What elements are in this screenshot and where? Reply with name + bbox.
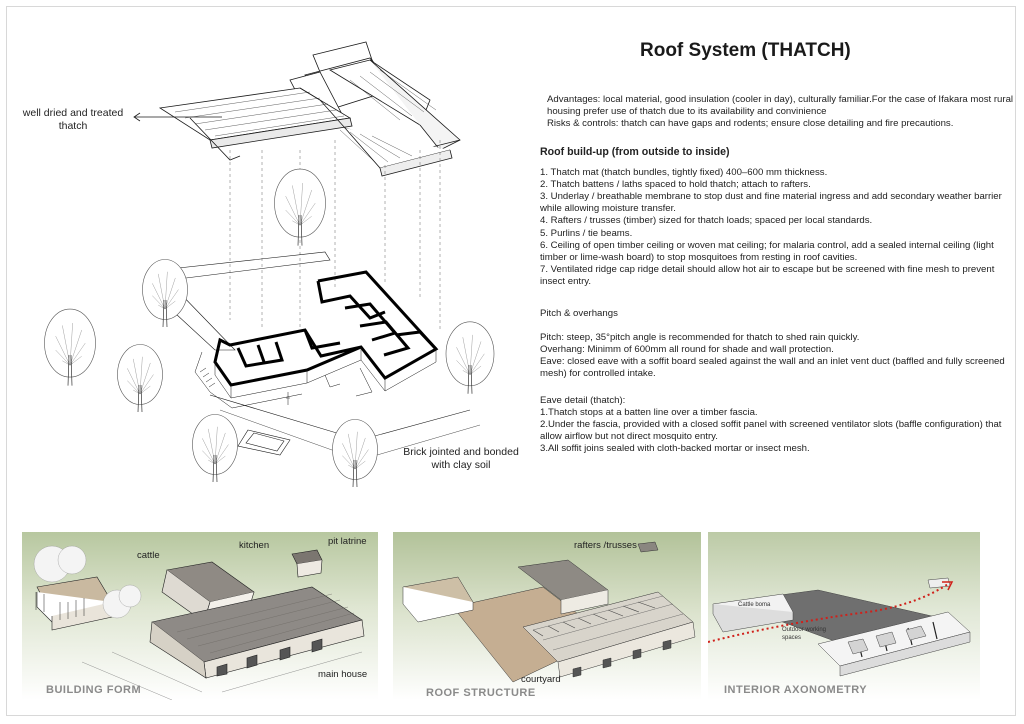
floor-plan-details [195, 347, 436, 408]
buildup-item: 2. Thatch battens / laths spaced to hold thatch; attach to rafters. [540, 179, 811, 191]
label-cattle: cattle [137, 550, 160, 561]
eave-item: 3.All soffit joins sealed with cloth-backed mortar or insect mesh. [540, 443, 810, 455]
pitch-heading: Pitch & overhangs [540, 308, 618, 319]
pitch-block [540, 308, 1015, 380]
buildup-heading: Roof build-up (from outside to inside) [540, 146, 730, 158]
exploded-axonometric-diagram [0, 0, 530, 520]
tree-icon [275, 169, 326, 246]
pitch-item: Overhang: Minimm of 600mm all round for shade and wall protection. [540, 344, 834, 356]
tree-icon [446, 322, 494, 394]
buildup-item: 7. Ventilated ridge cap ridge detail should allow hot air to escape but be screened with fine mesh to prevent insect entry. [540, 263, 995, 287]
label-main-house: main house [318, 669, 368, 680]
thatch-callout: well dried and treated thatch [22, 107, 124, 132]
interior-axonometry-panel [708, 532, 980, 700]
buildup-item: 6. Ceiling of open timber ceiling or woven mat ceiling; for malaria control, add a sealed internal ceiling (light timber or lime-wash board) to stop mosquitoes from resting in roof cavities. [540, 239, 994, 263]
tree-icon [45, 309, 96, 386]
caption-roof-structure: ROOF STRUCTURE [426, 687, 536, 699]
label-courtyard: courtyard [521, 674, 561, 685]
buildup-item: 5. Purlins / tie beams. [540, 227, 633, 239]
buildup-item: 3. Underlay / breathable membrane to stop dust and fine material ingress and add secondary weather barrier while allowing moisture transfer. [540, 191, 1002, 215]
roof-structure-panel [393, 532, 701, 700]
pitch-item: Eave: closed eave with a soffit board sealed against the wall and an inlet vent duct (baffled and fully screened mesh) for controlled intake. [540, 356, 1005, 380]
buildup-block [540, 146, 1015, 288]
tree-icon [118, 345, 163, 413]
eave-heading: Eave detail (thatch): [540, 395, 626, 406]
intro-block [540, 94, 1015, 130]
label-pit-latrine: pit latrine [328, 536, 367, 547]
tree-icon [333, 420, 378, 488]
advantages-text: Advantages: local material, good insulation (cooler in day), culturally familiar.For the case of Ifakara most rural housing prefer use of thatch due to its availability and convinience [547, 94, 1014, 118]
tree-icon [143, 260, 188, 328]
tree-icon [193, 415, 238, 483]
eave-block [540, 395, 1015, 455]
building-form-panel [22, 532, 378, 700]
caption-interior-axonometry: INTERIOR AXONOMETRY [724, 684, 868, 696]
label-cattle-boma: Cattle boma [738, 602, 771, 608]
eave-item: 2.Under the fascia, provided with a closed soffit panel with screened ventilator slots (baffle configuration) that allow airflow but not direct mosquito entry. [540, 419, 1002, 443]
buildup-item: 4. Rafters / trusses (timber) sized for thatch loads; spaced per local standards. [540, 215, 873, 227]
risks-text: Risks & controls: thatch can have gaps and rodents; ensure close detailing and fire precautions. [547, 118, 954, 130]
interior-axonometry-render [708, 532, 980, 700]
label-outdoor-spaces: Outdoor working spaces [782, 627, 827, 641]
floor-plan-walls [215, 272, 436, 385]
label-kitchen: kitchen [239, 540, 270, 551]
pitch-item: Pitch: steep, 35°pitch angle is recommended for thatch to shed rain quickly. [540, 332, 860, 344]
caption-building-form: BUILDING FORM [46, 684, 142, 696]
exploded-thatch-roof [160, 42, 460, 176]
eave-item: 1.Thatch stops at a batten line over a timber fascia. [540, 407, 758, 419]
label-rafters: rafters /trusses [574, 540, 637, 551]
brick-callout: Brick jointed and bonded with clay soil [403, 446, 519, 471]
page-title: Roof System (THATCH) [640, 40, 851, 61]
buildup-item: 1. Thatch mat (thatch bundles, tightly fixed) 400–600 mm thickness. [540, 167, 828, 179]
